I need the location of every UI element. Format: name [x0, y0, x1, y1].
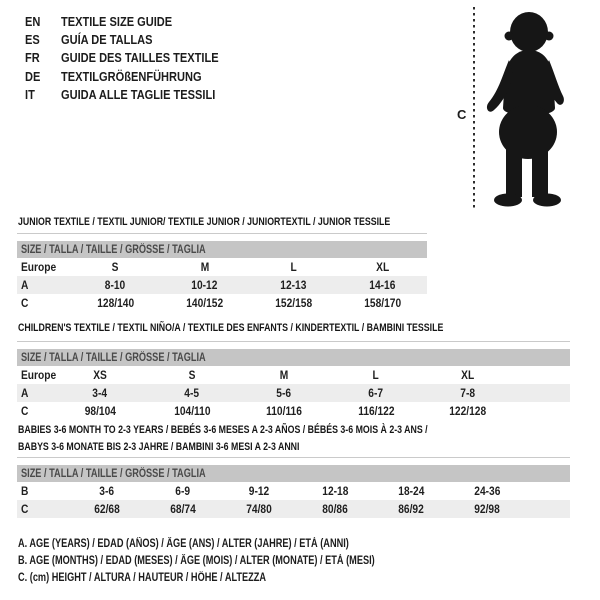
- cell-value: 104/110: [173, 404, 211, 418]
- babies-section-heading: [18, 422, 530, 456]
- lang-row-fr: [25, 49, 246, 67]
- row-label: C: [21, 502, 29, 516]
- language-legend: [25, 12, 246, 104]
- cell-value: 62/68: [94, 502, 120, 516]
- cell-value: 10-12: [191, 278, 218, 292]
- lang-code-fr: FR: [25, 50, 40, 66]
- size-header-band: [17, 465, 570, 482]
- table-top-rule: [17, 233, 427, 234]
- cell-value: XS: [93, 368, 107, 382]
- cell-value: 7-8: [460, 386, 476, 400]
- cell-value: 3-4: [92, 386, 108, 400]
- row-label: A: [21, 386, 29, 400]
- children-section-heading: CHILDREN'S TEXTILE / TEXTIL NIÑO/A / TEXTILE DES ENFANTS / KINDERTEXTIL / BAMBINI TESSILE: [18, 322, 444, 334]
- cell-value: L: [372, 368, 380, 382]
- cell-value: 8-10: [105, 278, 126, 292]
- junior-section-heading: JUNIOR TEXTILE / TEXTIL JUNIOR/ TEXTILE JUNIOR / JUNIORTEXTIL / JUNIOR TESSILE: [18, 216, 391, 228]
- lang-row-de: [25, 67, 246, 85]
- cell-value: 14-16: [369, 278, 396, 292]
- row-label: Europe: [21, 260, 57, 274]
- lang-title-fr: GUIDE DES TAILLES TEXTILE: [61, 50, 219, 66]
- lang-code-de: DE: [25, 68, 41, 84]
- size-header-label: SIZE / TALLA / TAILLE / GRÖSSE / TAGLIA: [21, 351, 206, 364]
- row-label: C: [21, 296, 29, 310]
- footnote-height: C. (cm) HEIGHT / ALTURA / HAUTEUR / HÖHE / ALTEZZA: [18, 572, 267, 585]
- cell-value: 140/152: [186, 296, 223, 310]
- table-row-age: [17, 276, 427, 294]
- spacer-cell: [525, 482, 570, 500]
- height-dashed-line-icon: [472, 7, 476, 210]
- size-header-band: [17, 349, 570, 366]
- junior-size-table: [17, 233, 427, 312]
- cell-value: 116/122: [357, 404, 395, 418]
- row-label: A: [21, 278, 29, 292]
- table-row-age: [17, 384, 570, 402]
- lang-title-en: TEXTILE SIZE GUIDE: [61, 13, 173, 29]
- size-header-band: [17, 241, 427, 258]
- cell-value: S: [188, 368, 196, 382]
- babies-size-table: [17, 457, 570, 518]
- lang-title-es: GUÍA DE TALLAS: [61, 32, 153, 48]
- table-row-europe: [17, 366, 570, 384]
- cell-value: 18-24: [397, 484, 425, 498]
- children-size-table: [17, 341, 570, 420]
- cell-value: 9-12: [248, 484, 270, 498]
- cell-value: XL: [461, 368, 475, 382]
- lang-code-it: IT: [25, 87, 35, 103]
- cell-value: 110/116: [266, 404, 302, 418]
- cell-value: 122/128: [449, 404, 487, 418]
- cell-value: L: [290, 260, 297, 274]
- cell-value: M: [279, 368, 289, 382]
- babies-table-grid: [17, 482, 570, 518]
- cell-value: 12-13: [280, 278, 307, 292]
- size-header-label: SIZE / TALLA / TAILLE / GRÖSSE / TAGLIA: [21, 467, 206, 480]
- cell-value: S: [112, 260, 119, 274]
- spacer-cell: [525, 500, 570, 518]
- lang-row-en: [25, 12, 246, 30]
- cell-value: 68/74: [170, 502, 196, 516]
- lang-title-it: GUIDA ALLE TAGLIE TESSILI: [61, 87, 216, 103]
- cell-value: 158/170: [364, 296, 401, 310]
- size-header-label: SIZE / TALLA / TAILLE / GRÖSSE / TAGLIA: [21, 243, 206, 256]
- cell-value: 86/92: [398, 502, 424, 516]
- spacer-cell: [514, 384, 570, 402]
- cell-value: 6-9: [175, 484, 191, 498]
- cell-value: M: [200, 260, 209, 274]
- table-row-europe: [17, 258, 427, 276]
- babies-heading-line1: BABIES 3-6 MONTH TO 2-3 YEARS / BEBÉS 3-6 MESES A 2-3 AÑOS / BÉBÉS 3-6 MOIS À 2-3 ANS /: [18, 424, 428, 436]
- row-label: C: [21, 404, 29, 418]
- spacer-cell: [514, 402, 570, 420]
- cell-value: XL: [375, 260, 390, 274]
- table-row-age-months: [17, 482, 570, 500]
- table-row-height: [17, 402, 570, 420]
- lang-title-de: TEXTILGRÖßENFÜHRUNG: [61, 68, 202, 84]
- row-label: Europe: [21, 368, 57, 382]
- lang-code-en: EN: [25, 13, 41, 29]
- cell-value: 80/86: [322, 502, 348, 516]
- table-top-rule: [17, 341, 570, 342]
- lang-row-es: [25, 30, 246, 48]
- cell-value: 3-6: [99, 484, 115, 498]
- cell-value: 24-36: [473, 484, 501, 498]
- row-label: B: [21, 484, 29, 498]
- cell-value: 128/140: [97, 296, 134, 310]
- height-measure-label: C: [457, 107, 467, 122]
- baby-silhouette-icon: [482, 10, 566, 208]
- babies-heading-line2: BABYS 3-6 MONATE BIS 2-3 JAHRE / BAMBINI 3-6 MESI A 2-3 ANNI: [18, 441, 300, 453]
- junior-table-grid: [17, 258, 427, 312]
- footnote-age-years: A. AGE (YEARS) / EDAD (AÑOS) / ÂGE (ANS) / ALTER (JAHRE) / ETÀ (ANNI): [18, 538, 349, 550]
- cell-value: 92/98: [474, 502, 500, 516]
- table-top-rule: [17, 457, 570, 458]
- cell-value: 98/104: [84, 404, 116, 418]
- cell-value: 4-5: [184, 386, 200, 400]
- footnote-age-months: B. AGE (MONTHS) / EDAD (MESES) / ÂGE (MOIS) / ALTER (MONATE) / ETÀ (MESI): [18, 555, 375, 568]
- table-row-height: [17, 500, 570, 518]
- cell-value: 74/80: [246, 502, 272, 516]
- lang-row-it: [25, 86, 246, 104]
- footnotes: [18, 536, 464, 588]
- cell-value: 6-7: [368, 386, 384, 400]
- spacer-cell: [514, 366, 570, 384]
- table-row-height: [17, 294, 427, 312]
- cell-value: 12-18: [321, 484, 349, 498]
- cell-value: 5-6: [276, 386, 292, 400]
- lang-code-es: ES: [25, 32, 40, 48]
- cell-value: 152/158: [275, 296, 312, 310]
- children-table-grid: [17, 366, 570, 420]
